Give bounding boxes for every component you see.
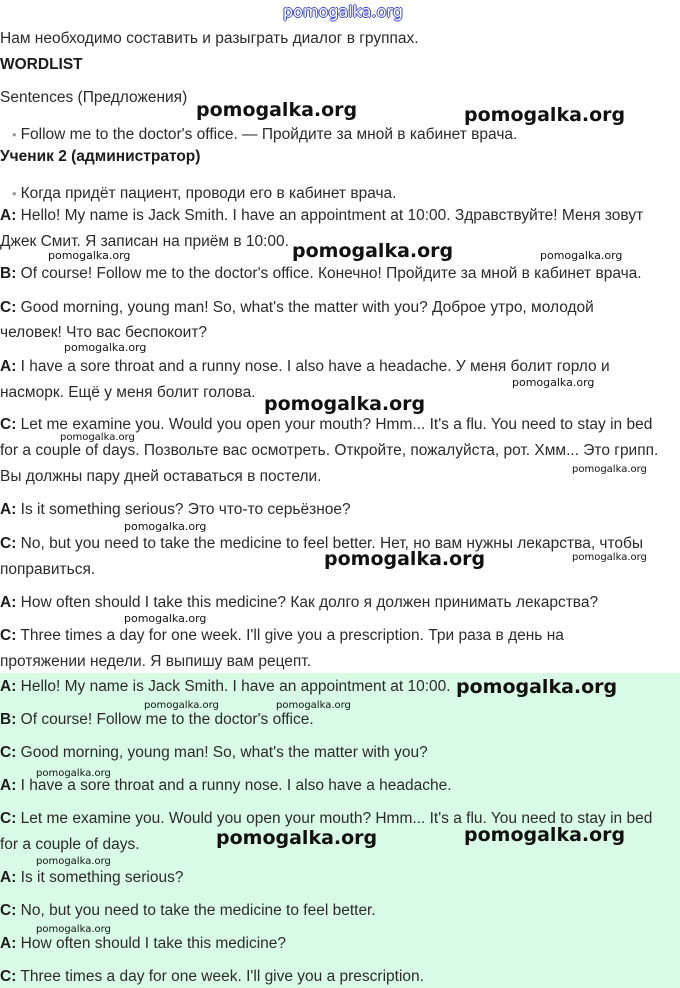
watermark-header: pomogalka.org [283,2,403,21]
dialogue-line [0,416,652,434]
dialogue-line [0,744,428,762]
watermark: pomogalka.org [48,249,131,262]
dialogue-line [0,535,643,553]
dialogue-line-cont: человек! Что вас беспокоит? [0,324,208,341]
watermark: pomogalka.org [264,393,426,415]
bullet-text: Когда придёт пациент, проводи его в кабинет врача. [20,185,397,202]
dialogue-line-cont: протяжении недели. Я выпишу вам рецепт. [0,653,311,670]
dialogue-line [0,265,642,283]
speaker-label: A: [0,678,17,695]
speaker-label: A: [0,869,17,886]
dialogue-line [0,358,610,376]
watermark: pomogalka.org [456,676,618,698]
line-text: I have a sore throat and a runny nose. I also have a headache. У меня болит горло и [16,358,610,375]
speaker-label: A: [0,501,17,518]
line-text: Of course! Follow me to the doctor's office. [16,711,314,728]
watermark: pomogalka.org [464,824,626,846]
speaker-label: C: [0,627,17,644]
watermark: pomogalka.org [512,376,595,389]
watermark: pomogalka.org [64,341,147,354]
dialogue-line [0,902,376,920]
dialogue-line-cont: Вы должны пару дней оставаться в постели. [0,468,322,485]
line-text: Let me examine you. Would you open your mouth? Hmm... It's a flu. You need to stay in bed [16,810,653,827]
watermark: pomogalka.org [36,856,111,867]
speaker-label: B: [0,711,17,728]
watermark: pomogalka.org [196,99,358,121]
watermark: pomogalka.org [216,827,378,849]
speaker-label: C: [0,416,17,433]
line-text: I have a sore throat and a runny nose. I also have a headache. [16,777,452,794]
watermark: pomogalka.org [292,240,454,262]
line-text: Three times a day for one week. I'll give you a prescription. [16,968,424,985]
dialogue-line [0,207,643,225]
watermark: pomogalka.org [540,249,623,262]
speaker-label: C: [0,810,17,827]
line-text: Hello! My name is Jack Smith. I have an appointment at 10:00. [16,678,451,695]
speaker-label: C: [0,299,17,316]
watermark: pomogalka.org [124,612,207,625]
sentences-label: Sentences (Предложения) [0,89,188,106]
intro-text: Нам необходимо составить и разыграть диалог в группах. [0,30,419,47]
dialogue-line [0,501,351,519]
speaker-label: A: [0,594,17,611]
watermark: pomogalka.org [36,768,111,779]
line-text: Is it something serious? Это что-то серьёзное? [16,501,351,518]
watermark: pomogalka.org [572,552,647,563]
watermark: pomogalka.org [36,924,111,935]
watermark: pomogalka.org [572,464,647,475]
watermark: pomogalka.org [144,700,219,711]
dialogue-line [0,810,652,828]
dialogue-line [0,594,598,612]
speaker-label: B: [0,265,17,282]
dialogue-line [0,935,286,953]
watermark: pomogalka.org [276,700,351,711]
line-text: Good morning, young man! So, what's the matter with you? Доброе утро, молодой [16,299,594,316]
bullet-item [0,126,517,144]
watermark: pomogalka.org [464,104,626,126]
line-text: How often should I take this medicine? [16,935,287,952]
bullet-item [0,185,396,203]
dialogue-line [0,968,424,986]
speaker-label: C: [0,535,17,552]
speaker-label: A: [0,777,17,794]
speaker-label: A: [0,207,17,224]
line-text: Three times a day for one week. I'll give you a prescription. Три раза в день на [16,627,564,644]
dialogue-line [0,678,451,696]
dialogue-line-cont: насморк. Ещё у меня болит голова. [0,384,256,401]
line-text: Of course! Follow me to the doctor's office. Конечно! Пройдите за мной в кабинет врача. [16,265,642,282]
speaker-label: C: [0,902,17,919]
line-text: How often should I take this medicine? Как долго я должен принимать лекарства? [16,594,599,611]
dialogue-line-cont: Джек Смит. Я записан на приём в 10:00. [0,233,289,250]
bullet-text: Follow me to the doctor's office. — Пройдите за мной в кабинет врача. [20,126,518,143]
line-text: Is it something serious? [16,869,184,886]
line-text: Good morning, young man! So, what's the matter with you? [16,744,428,761]
speaker-label: C: [0,968,17,985]
line-text: No, but you need to take the medicine to feel better. Нет, но вам нужны лекарства, чтобы [16,535,644,552]
dialogue-line [0,627,564,645]
speaker-label: A: [0,358,17,375]
dialogue-line-cont: поправиться. [0,561,96,578]
dialogue-line [0,299,594,317]
dialogue-line-cont: for a couple of days. [0,836,140,853]
dialogue-line [0,711,314,729]
wordlist-heading: WORDLIST [0,56,83,73]
student-heading: Ученик 2 (администратор) [0,148,201,165]
watermark: pomogalka.org [324,548,486,570]
bullet-dot: • [12,127,17,142]
speaker-label: A: [0,935,17,952]
line-text: Hello! My name is Jack Smith. I have an appointment at 10:00. Здравствуйте! Меня зовут [16,207,644,224]
dialogue-line [0,869,184,887]
bullet-dot: • [12,186,17,201]
dialogue-line [0,777,452,795]
watermark: pomogalka.org [124,520,207,533]
dialogue-line-cont: for a couple of days. Позвольте вас осмотреть. Откройте, пожалуйста, рот. Хмм... Это грипп. [0,442,659,459]
line-text: Let me examine you. Would you open your mouth? Hmm... It's a flu. You need to stay in bed [16,416,653,433]
watermark: pomogalka.org [60,432,135,443]
line-text: No, but you need to take the medicine to feel better. [16,902,376,919]
speaker-label: C: [0,744,17,761]
